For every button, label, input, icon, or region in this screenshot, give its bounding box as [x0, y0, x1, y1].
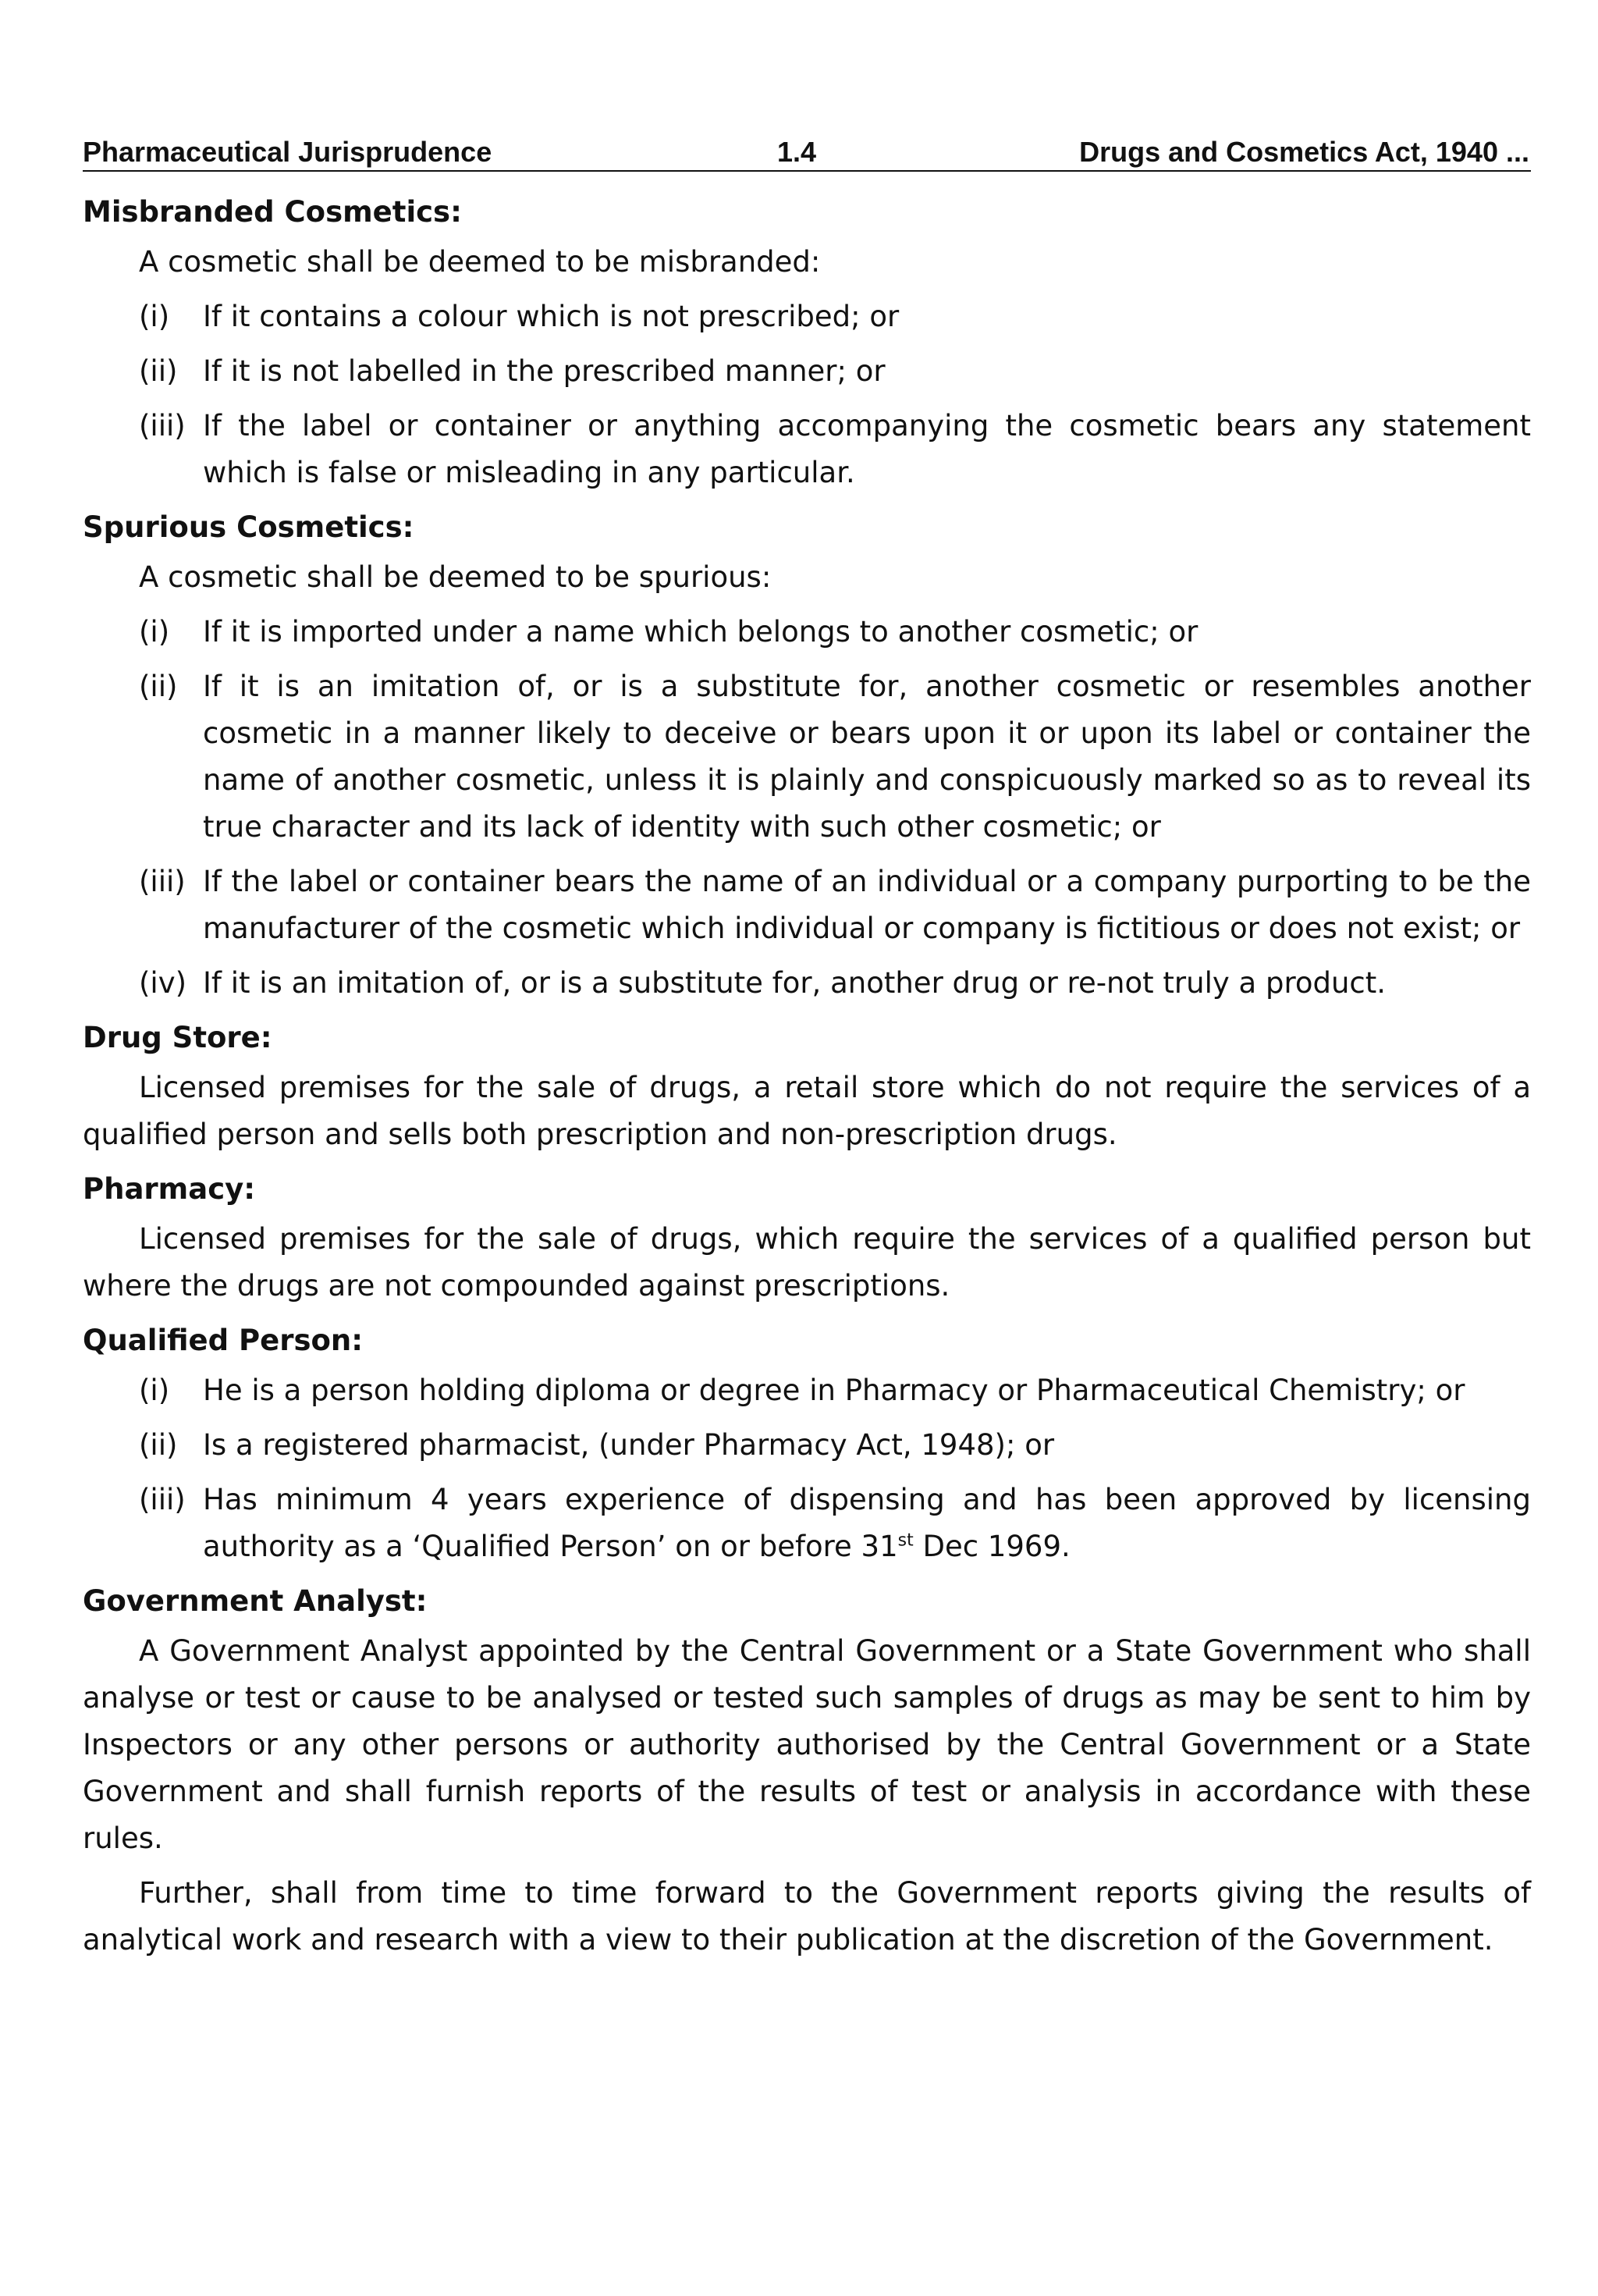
list-item [83, 348, 1531, 395]
list-item-number: (ii) [139, 1428, 178, 1462]
section-heading-qualified-person: Qualified Person: [83, 1324, 364, 1357]
section-heading-pharmacy: Pharmacy: [83, 1172, 256, 1206]
list-item [83, 293, 1531, 340]
list-item-text: If it is an imitation of, or is a substitute for, another cosmetic or resembles another cosmetic in a manner likely to deceive or bears upon it or upon its label or container the name of another cosmetic, unless it is plainly and conspicuously marked so as to reveal its true character and its lack of identity with such other cosmetic; or [203, 670, 1531, 844]
list-item-number: (iii) [139, 409, 186, 442]
list-item [83, 858, 1531, 952]
list-item-number: (ii) [139, 354, 178, 388]
list-item-text: If it is an imitation of, or is a substitute for, another drug or re-not truly a product. [203, 966, 1387, 1000]
list-item-text: If the label or container bears the name of an individual or a company purporting to be the manufacturer of the cosmetic which individual or company is fictitious or does not exist; or [203, 865, 1531, 945]
running-header [83, 133, 1531, 172]
list-item [83, 960, 1531, 1007]
ordinal-superscript: st [897, 1530, 914, 1551]
section-heading-government-analyst: Government Analyst: [83, 1584, 428, 1618]
paragraph-pharmacy: Licensed premises for the sale of drugs, which require the services of a qualified person but where the drugs are not compounded against prescriptions. [83, 1222, 1531, 1303]
list-item [83, 609, 1531, 656]
qualified-person-list [83, 1367, 1531, 1570]
list-item [83, 1422, 1531, 1469]
header-chapter-title: Drugs and Cosmetics Act, 1940 ... [1079, 136, 1529, 168]
list-item [83, 663, 1531, 851]
list-item [83, 1367, 1531, 1414]
section-heading-spurious: Spurious Cosmetics: [83, 510, 414, 544]
list-item-text: If it is not labelled in the prescribed manner; or [203, 354, 886, 388]
list-item-number: (iv) [139, 966, 187, 1000]
list-item-number: (iii) [139, 1483, 186, 1516]
list-item-text: If it is imported under a name which belongs to another cosmetic; or [203, 615, 1198, 649]
header-page-number: 1.4 [777, 136, 817, 168]
paragraph-drug-store: Licensed premises for the sale of drugs, a retail store which do not require the services of a qualified person and sells both prescription and non-prescription drugs. [83, 1071, 1531, 1151]
list-item [83, 403, 1531, 496]
list-item-number: (i) [139, 615, 170, 649]
list-item [83, 1477, 1531, 1570]
list-item-number: (i) [139, 1374, 170, 1407]
section-intro-spurious: A cosmetic shall be deemed to be spurious: [139, 560, 772, 594]
section-heading-drug-store: Drug Store: [83, 1021, 272, 1054]
list-item-text: If the label or container or anything accompanying the cosmetic bears any statement which is false or misleading in any particular. [203, 409, 1531, 489]
page-body [83, 189, 1531, 1964]
paragraph-government-analyst-2: Further, shall from time to time forward to the Government reports giving the results of analytical work and research with a view to their publication at the discretion of the Government. [83, 1876, 1531, 1957]
list-item-text-before: Has minimum 4 years experience of dispensing and has been approved by licensing authority as a ‘Qualified Person’ on or before 31 [203, 1483, 1531, 1563]
list-item-number: (iii) [139, 865, 186, 898]
list-item-number: (ii) [139, 670, 178, 703]
list-item-text-after: Dec 1969. [913, 1530, 1071, 1563]
list-item-number: (i) [139, 300, 170, 333]
list-item-text: Is a registered pharmacist, (under Pharmacy Act, 1948); or [203, 1428, 1055, 1462]
spurious-list [83, 609, 1531, 1007]
header-book-title: Pharmaceutical Jurisprudence [83, 136, 492, 168]
paragraph-government-analyst-1: A Government Analyst appointed by the Central Government or a State Government who shall analyse or test or cause to be analysed or tested such samples of drugs as may be sent to him by Inspectors or any other persons or authority authorised by the Central Government or a State Government and shall furnish reports of the results of test or analysis in accordance with these rules. [83, 1634, 1531, 1855]
list-item-text: If it contains a colour which is not prescribed; or [203, 300, 900, 333]
document-page [83, 133, 1531, 1971]
list-item-text [203, 1483, 1531, 1563]
section-intro-misbranded: A cosmetic shall be deemed to be misbranded: [139, 245, 821, 279]
section-heading-misbranded: Misbranded Cosmetics: [83, 195, 462, 229]
list-item-text: He is a person holding diploma or degree in Pharmacy or Pharmaceutical Chemistry; or [203, 1374, 1465, 1407]
misbranded-list [83, 293, 1531, 496]
